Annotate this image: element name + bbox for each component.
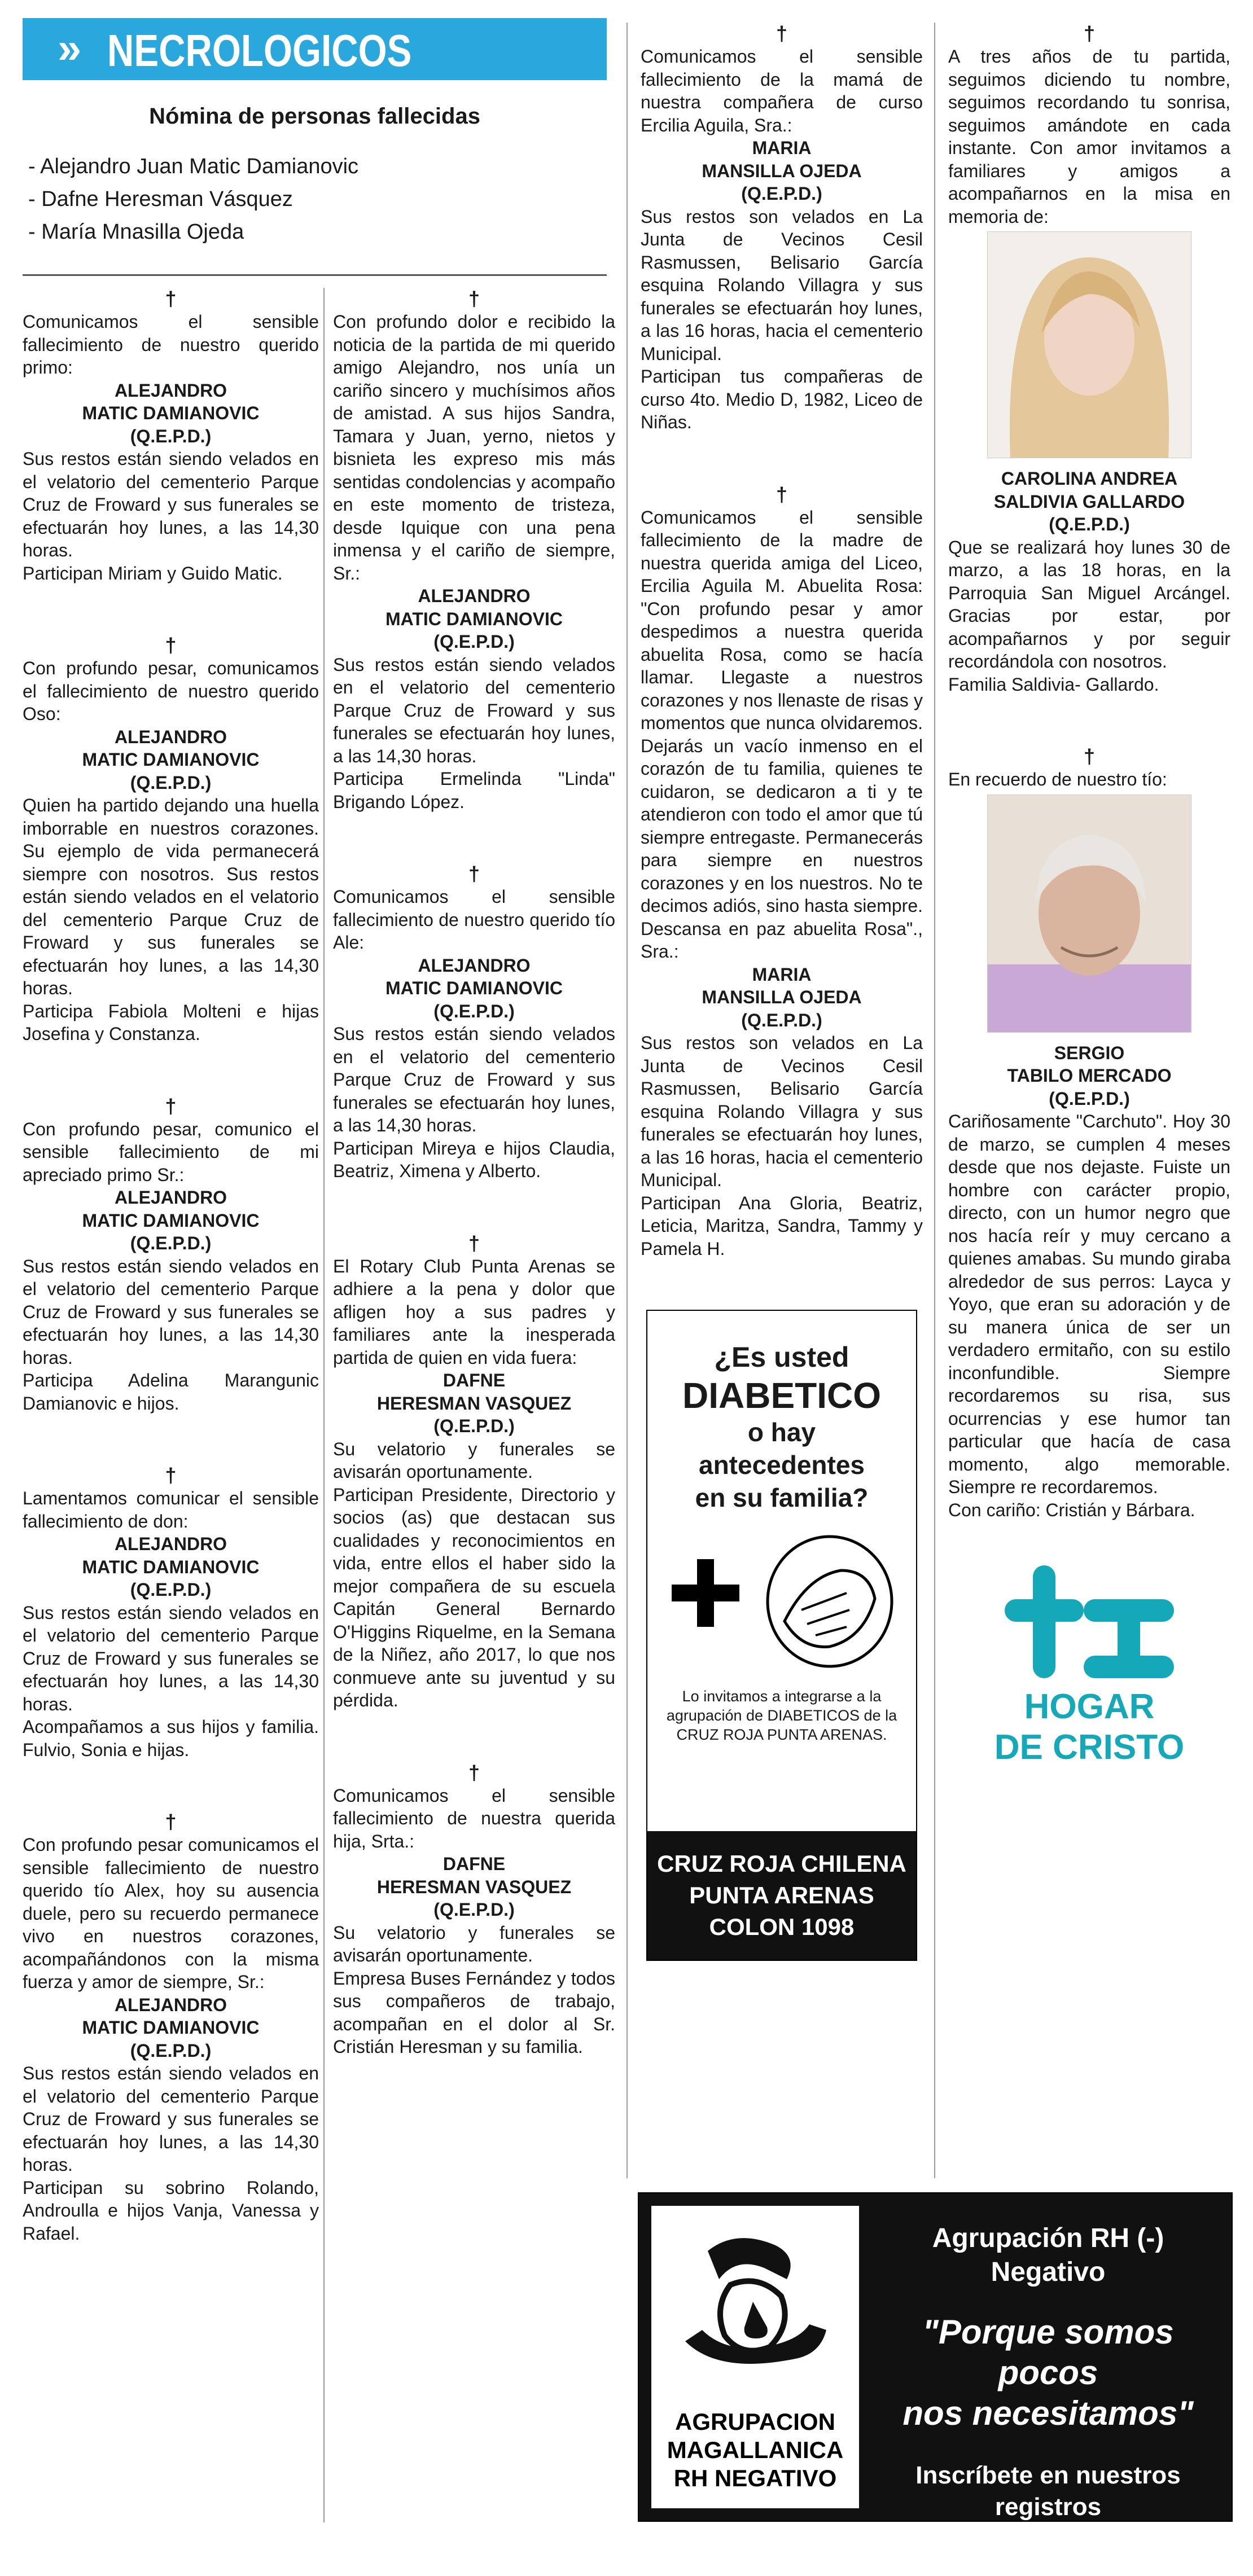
notice-intro: Con profundo dolor e recibido la noticia de la partida de mi querido amigo Alejandro, nos unía un cariño sincero y muchísimos años de amistad. A sus hijos Sandra, Tamara y Juan, yerno, nietos y bisnieta les expreso mis más sentidas condolencias y acompaño en este momento de tristeza, desde Iquique con una pena inmensa y el cariño de siempre, Sr.: [333,311,615,583]
deceased-list-title: Nómina de personas fallecidas [149,104,480,129]
portrait-photo [987,795,1191,1033]
notice-intro: Lamentamos comunicar el sensible fallecimiento de don: [23,1488,319,1531]
hogar-de-cristo-logo [948,1560,1230,1768]
notice-signature: Participa Fabiola Molteni e hijas Josefina y Constanza. [23,1000,319,1044]
cross-icon: † [165,634,177,657]
deceased-list [23,96,607,271]
notice-intro: En recuerdo de nuestro tío: [948,769,1167,789]
cross-icon: † [1083,22,1096,45]
cross-icon: † [165,287,177,310]
deceased-name: ALEJANDRO MATIC DAMIANOVIC (Q.E.P.D.) [385,955,563,1021]
notice-body: Sus restos están siendo velados en el velatorio del cementerio Parque Cruz de Froward y sus funerales se efectuarán hoy lunes, a las 14,30 horas. [333,654,615,766]
notice-intro: Comunicamos el sensible fallecimiento de la madre de nuestra querida amiga del Liceo, Ercilia Aguila M. Abuelita Rosa: "Con profundo pesar y amor despedimos a nuestra querida abuelita Rosa, como se hacía llamar. Llegaste a nuestros corazones y nos llenaste de risas y momentos que nunca olvidaremos. Dejarás un vacío inmenso en el corazón de tu familia, quienes te cuidaron, se dedicaron a ti y te atendieron con todo el amor que tú siempre entregaste. Permanecerás para siempre en nuestros corazones y en los nuestros. No te decimos adiós, sino hasta siempre. Descansa en paz abuelita Rosa"., Sra.: [641,507,923,962]
notice-body: Sus restos están siendo velados en el velatorio del cementerio Parque Cruz de Froward y sus funerales se efectuarán hoy lunes, a las 14,30 horas. [333,1024,615,1135]
notice-signature: Con cariño: Cristián y Bárbara. [948,1499,1195,1520]
deceased-list-item: - Alejandro Juan Matic Damianovic [28,155,359,178]
notice-intro: El Rotary Club Punta Arenas se adhiere a la pena y dolor que afligen hoy a sus padres y familiares ante la inesperada partida de quien en vida fuera: [333,1256,615,1368]
deceased-name: MARIA MANSILLA OJEDA (Q.E.P.D.) [702,138,862,204]
notice-body: Su velatorio y funerales se avisarán oportunamente. [333,1438,615,1482]
obituary-notice [23,1095,319,1415]
cross-icon: † [468,287,480,310]
cross-icon: † [468,1761,480,1784]
rh-negative-ad [638,2192,1233,2575]
deceased-name: ALEJANDRO MATIC DAMIANOVIC (Q.E.P.D.) [82,1994,260,2061]
obituary-notice [23,634,319,1046]
notice-body: Sus restos son velados en La Junta de Vecinos Cesil Rasmussen, Belisario García esquina Rolando Villagra y sus funerales se efectuarán hoy lunes, a las 16 horas, hacia el cementerio Municipal. [641,1033,923,1190]
deceased-name: ALEJANDRO MATIC DAMIANOVIC (Q.E.P.D.) [82,1534,260,1600]
notice-intro: Comunicamos el sensible fallecimiento de nuestra querida hija, Srta.: [333,1785,615,1851]
rh-logo-label: AGRUPACION MAGALLANICA RH NEGATIVO [667,2408,844,2491]
hogar-logo-icon [999,1560,1180,1684]
notice-signature: Participan Presidente, Directorio y socios (as) que destacan sus cualidades y reconocimientos en vida, entre ellos el haber sido la mejor compañera de su escuela Capitán General Bernardo O'Higgins Riquelme, en la Semana de la Niñez, año 2017, lo que nos conmueve ante su juventud y su pérdida. [333,1484,615,1710]
column-4 [948,23,1230,1768]
rh-ad-title: Agrupación RH (-) Negativo [932,2223,1164,2287]
column-2 [333,288,615,2108]
notice-signature: Participa Ermelinda "Linda" Brigando López. [333,769,615,812]
ad-text: antecedentes [698,1450,865,1480]
deceased-list-item: - Dafne Heresman Vásquez [28,187,293,211]
ad-invite: Lo invitamos a integrarse a la agrupación de DIABETICOS de la CRUZ ROJA PUNTA ARENAS. [666,1688,897,1743]
obituary-notice [23,1464,319,1761]
ad-text: en su familia? [695,1483,869,1512]
deceased-name: ALEJANDRO MATIC DAMIANOVIC (Q.E.P.D.) [385,586,563,652]
column-divider [626,23,628,2178]
notice-signature: Familia Saldivia- Gallardo. [948,674,1159,695]
ad-footer: CRUZ ROJA CHILENA PUNTA ARENAS COLON 1098 [647,1831,916,1960]
ad-illustration [647,1525,916,1678]
obituary-notice [333,863,615,1183]
notice-body: Quien ha partido dejando una huella imborrable en nuestros corazones. Su ejemplo de vida permanecerá siempre con nosotros. Sus restos están siendo velados en el velatorio del cementerio Parque Cruz de Froward y sus funerales se efectuarán hoy lunes, a las 14,30 horas. [23,795,319,998]
notice-intro: Con profundo pesar, comunico el sensible fallecimiento de mi apreciado primo Sr.: [23,1118,319,1185]
deceased-name: CAROLINA ANDREA SALDIVIA GALLARDO (Q.E.P.D.) [993,468,1185,534]
notice-signature: Participa Adelina Marangunic Damianovic e hijos. [23,1370,319,1414]
obituary-notice [948,23,1230,696]
notice-body: Sus restos están siendo velados en el velatorio del cementerio Parque Cruz de Froward y sus funerales se efectuarán hoy lunes, a las 14,30 horas. [23,2063,319,2175]
cross-icon: † [165,1094,177,1118]
portrait-photo [987,231,1191,458]
obituary-notice [23,288,319,585]
deceased-name: ALEJANDRO MATIC DAMIANOVIC (Q.E.P.D.) [82,380,260,446]
rh-ad-slogan: "Porque somos pocos [922,2313,1174,2391]
notice-signature: Participan Miriam y Guido Matic. [23,563,283,583]
notice-body: Sus restos están siendo velados en el velatorio del cementerio Parque Cruz de Froward y sus funerales se efectuarán hoy lunes, a las 14,30 horas. [23,1256,319,1368]
notice-signature: Participan Mireya e hijos Claudia, Beatriz, Ximena y Alberto. [333,1138,615,1181]
chevron-icon: » [58,24,78,72]
notice-intro: A tres años de tu partida, seguimos diciendo tu nombre, seguimos recordando tu sonrisa, seguimos amándote en cada instante. Con amor invitamos a familiares y amigos a acompañarnos en la misa en memoria de: [948,46,1230,227]
cross-icon: † [468,862,480,885]
column-divider [323,288,325,2522]
column-divider [934,23,935,2178]
notice-intro: Comunicamos el sensible fallecimiento de la mamá de nuestra compañera de curso Ercilia Aguila, Sra.: [641,46,923,135]
obituary-notice [948,745,1230,1521]
pointing-hand-icon [660,1525,903,1678]
obituary-notice [333,1232,615,1712]
notice-body: Sus restos están siendo velados en el velatorio del cementerio Parque Cruz de Froward y sus funerales se efectuarán hoy lunes, a las 14,30 horas. [23,449,319,560]
logo-text: DE CRISTO [994,1728,1185,1767]
rh-ad-text [876,2210,1220,2576]
deceased-name: MARIA MANSILLA OJEDA (Q.E.P.D.) [702,964,862,1030]
cross-icon: † [1083,745,1096,768]
ad-question: ¿Es usted [714,1341,849,1373]
deceased-name: DAFNE HERESMAN VASQUEZ (Q.E.P.D.) [376,1854,572,1920]
notice-intro: Comunicamos el sensible fallecimiento de nuestro querido primo: [23,311,319,378]
logo-text: HOGAR [1024,1687,1155,1726]
ad-headline: DIABETICO [682,1375,881,1416]
cross-icon: † [776,482,788,506]
ad-text: o hay [747,1418,816,1447]
rh-ad-cta: Inscríbete en nuestros registros [915,2461,1181,2521]
notice-body: Sus restos están siendo velados en el velatorio del cementerio Parque Cruz de Froward y sus funerales se efectuarán hoy lunes, a las 14,30 horas. [23,1602,319,1714]
cross-icon: † [776,22,788,45]
rh-ad-slogan: nos necesitamos" [902,2394,1194,2432]
cross-icon: † [165,1810,177,1833]
obituary-notice [23,1811,319,2245]
notice-signature: Acompañamos a sus hijos y familia. Fulvio, Sonia e hijas. [23,1717,319,1760]
deceased-name: ALEJANDRO MATIC DAMIANOVIC (Q.E.P.D.) [82,1187,260,1253]
notice-intro: Con profundo pesar, comunicamos el fallecimiento de nuestro querido Oso: [23,658,319,724]
hands-blood-drop-icon [651,2217,859,2403]
notice-signature: Participan Ana Gloria, Beatriz, Leticia, Maritza, Sandra, Tammy y Pamela H. [641,1192,923,1259]
diabetes-ad [646,1310,917,1961]
section-title: NECROLOGICOS [107,25,412,76]
notice-intro: Comunicamos el sensible fallecimiento de nuestro querido tío Ale: [333,887,615,953]
obituary-notice [641,484,923,1261]
notice-signature: Empresa Buses Fernández y todos sus compañeros de trabajo, acompañan en el dolor al Sr. Cristián Heresman y su familia. [333,1968,615,2057]
rh-logo-box [651,2206,859,2508]
obituary-notice [333,288,615,813]
notice-body: Que se realizará hoy lunes 30 de marzo, a las 18 horas, en la Parroquia San Miguel Arcángel. Gracias por estar, por acompañarnos y por seguir recordándola con nosotros. [948,537,1230,672]
rh-ad-phones: 212428 - 98329872 [882,2532,1215,2575]
section-header [23,18,607,80]
notice-body: Su velatorio y funerales se avisarán oportunamente. [333,1922,615,1965]
deceased-list-item: - María Mnasilla Ojeda [28,220,244,244]
obituary-notice [641,23,923,434]
notice-body: Cariñosamente "Carchuto". Hoy 30 de marzo, se cumplen 4 meses desde que nos dejaste. Fuiste un hombre con carácter propio, directo, con un humor negro que nos hacía reír y muy cercano a quienes amabas. Su mundo giraba alrededor de sus perros: Layca y Yoyo, que eran su adoración y de su manera única de ser un verdadero ermitaño, con su estilo inconfundible. Siempre recordaremos su risa, sus ocurrencias y ese humor tan particular que hacía de casa momento, algo memorable. Siempre re recordaremos. [948,1111,1230,1497]
notice-signature: Participan su sobrino Rolando, Androulla e hijos Vanja, Vanessa y Rafael. [23,2177,319,2244]
deceased-name: SERGIO TABILO MERCADO (Q.E.P.D.) [1007,1042,1172,1109]
cross-icon: † [165,1464,177,1487]
column-1 [23,288,319,2294]
column-3 [641,23,923,1961]
deceased-name: DAFNE HERESMAN VASQUEZ (Q.E.P.D.) [376,1370,572,1436]
cross-icon: † [468,1231,480,1255]
notice-intro: Con profundo pesar comunicamos el sensible fallecimiento de nuestro querido tío Alex, hoy su ausencia duele, pero su recuerdo permanece vivo en nuestros corazones, acompañándonos con la misma fuerza y amor de siempre, Sr.: [23,1835,319,1992]
deceased-name: ALEJANDRO MATIC DAMIANOVIC (Q.E.P.D.) [82,726,260,793]
notice-body: Sus restos son velados en La Junta de Vecinos Cesil Rasmussen, Belisario García esquina Rolando Villagra y sus funerales se efectuarán hoy lunes, a las 16 horas, hacia el cementerio Municipal. [641,206,923,364]
divider [23,274,607,276]
obituary-notice [333,1762,615,2059]
notice-signature: Participan tus compañeras de curso 4to. Medio D, 1982, Liceo de Niñas. [641,366,923,432]
